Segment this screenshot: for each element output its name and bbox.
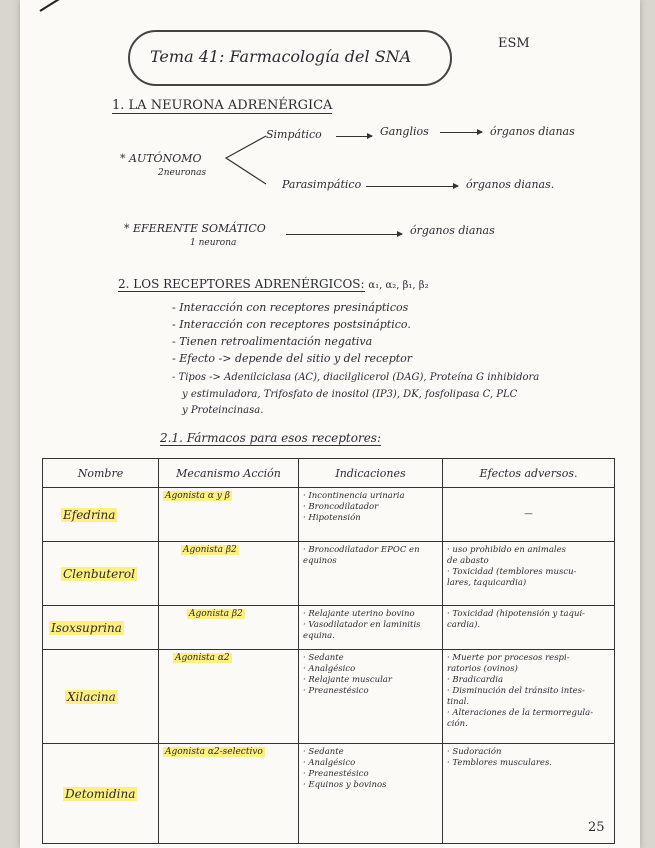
bullet-5: - Tipos -> Adenilciclasa (AC), diacilglicerol (DAG), Proteína G inhibidora bbox=[172, 372, 540, 383]
bullet-3: - Tienen retroalimentación negativa bbox=[172, 335, 373, 348]
eferente-label: * EFERENTE SOMÁTICO bbox=[124, 222, 266, 235]
drug-indications: · Sedante · Analgésico · Preanestésico · Equinos y bovinos bbox=[299, 744, 443, 844]
drug-indications: · Relajante uterino bovino · Vasodilatador en laminitis equina. bbox=[299, 606, 443, 650]
arrow-eferente-organos bbox=[286, 234, 402, 235]
drug-adverse-effects: · Muerte por procesos respi- ratorios (ovinos) · Bradicardia · Disminución del tránsito intes- tinal. · Alteraciones de la termorregula- ción. bbox=[443, 650, 615, 744]
drug-mechanism: Agonista α y β bbox=[165, 491, 230, 501]
page-title: Tema 41: Farmacología del SNA bbox=[150, 47, 412, 66]
table-row bbox=[43, 488, 615, 542]
section1-heading: 1. LA NEURONA ADRENÉRGICA bbox=[112, 98, 333, 113]
arrow-parasimpatico-organos bbox=[366, 186, 458, 187]
organos-diana-1: órganos dianas bbox=[490, 125, 575, 138]
bullet-1: - Interacción con receptores presinápticos bbox=[172, 301, 409, 314]
page-number: 25 bbox=[588, 820, 605, 835]
organos-diana-2: órganos dianas. bbox=[466, 178, 555, 191]
ganglios-label: Ganglios bbox=[380, 125, 429, 138]
table-row bbox=[43, 744, 615, 844]
drug-mechanism: Agonista α2-selectivo bbox=[165, 747, 263, 757]
drug-name: Clenbuterol bbox=[63, 566, 135, 581]
simpatico-label: Simpático bbox=[266, 128, 322, 141]
section2-heading: 2. LOS RECEPTORES ADRENÉRGICOS: α₁, α₂, β₁, β₂ bbox=[118, 277, 429, 291]
drugs-table bbox=[42, 458, 615, 844]
header-tag: ESM bbox=[498, 36, 530, 51]
table-row bbox=[43, 606, 615, 650]
receptor-list: α₁, α₂, β₁, β₂ bbox=[368, 280, 429, 291]
drug-adverse-effects: · Toxicidad (hipotensión y taqui- cardia). bbox=[443, 606, 615, 650]
drug-adverse-effects: · Sudoración · Temblores musculares. bbox=[443, 744, 615, 844]
drug-name: Isoxsuprina bbox=[51, 620, 122, 635]
arrow-simpatico-ganglios bbox=[336, 136, 372, 137]
drug-indications: · Broncodilatador EPOC en equinos bbox=[299, 542, 443, 606]
col-header-nombre: Nombre bbox=[43, 459, 159, 488]
bullet-5-cont-1: y estimuladora, Trifosfato de inositol (IP3), DK, fosfolipasa C, PLC bbox=[182, 389, 518, 400]
table-header-row bbox=[43, 459, 615, 488]
col-header-indicaciones: Indicaciones bbox=[299, 459, 443, 488]
autonomo-label: * AUTÓNOMO bbox=[120, 152, 202, 165]
drug-indications: · Sedante · Analgésico · Relajante muscular · Preanestésico bbox=[299, 650, 443, 744]
autonomo-sub: 2neuronas bbox=[158, 168, 207, 178]
drug-name: Detomidina bbox=[65, 786, 136, 801]
col-header-mecanismo: Mecanismo Acción bbox=[159, 459, 299, 488]
bullet-2: - Interacción con receptores postsináptico. bbox=[172, 318, 411, 331]
branch-brace bbox=[222, 134, 268, 186]
drug-indications: · Incontinencia urinaria · Broncodilatador · Hipotensión bbox=[299, 488, 443, 542]
drug-mechanism: Agonista β2 bbox=[183, 545, 237, 555]
eferente-sub: 1 neurona bbox=[190, 238, 237, 248]
drug-mechanism: Agonista α2 bbox=[175, 653, 230, 663]
col-header-efectos: Efectos adversos. bbox=[443, 459, 615, 488]
drug-adverse-effects: · uso prohibido en animales de abasto · Toxicidad (temblores muscu- lares, taquicardia) bbox=[443, 542, 615, 606]
bullet-4: - Efecto -> depende del sitio y del receptor bbox=[172, 352, 413, 365]
drug-mechanism: Agonista β2 bbox=[189, 609, 243, 619]
parasimpatico-label: Parasimpático bbox=[282, 178, 362, 191]
drug-name: Efedrina bbox=[63, 507, 116, 522]
table-row bbox=[43, 650, 615, 744]
table-row bbox=[43, 542, 615, 606]
drug-name: Xilacina bbox=[67, 689, 116, 704]
bullet-5-cont-2: y Proteincinasa. bbox=[182, 405, 264, 416]
drug-adverse-effects: — bbox=[443, 488, 615, 542]
organos-diana-3: órganos dianas bbox=[410, 224, 495, 237]
arrow-ganglios-organos bbox=[440, 132, 482, 133]
section2-1-heading: 2.1. Fármacos para esos receptores: bbox=[160, 431, 381, 445]
